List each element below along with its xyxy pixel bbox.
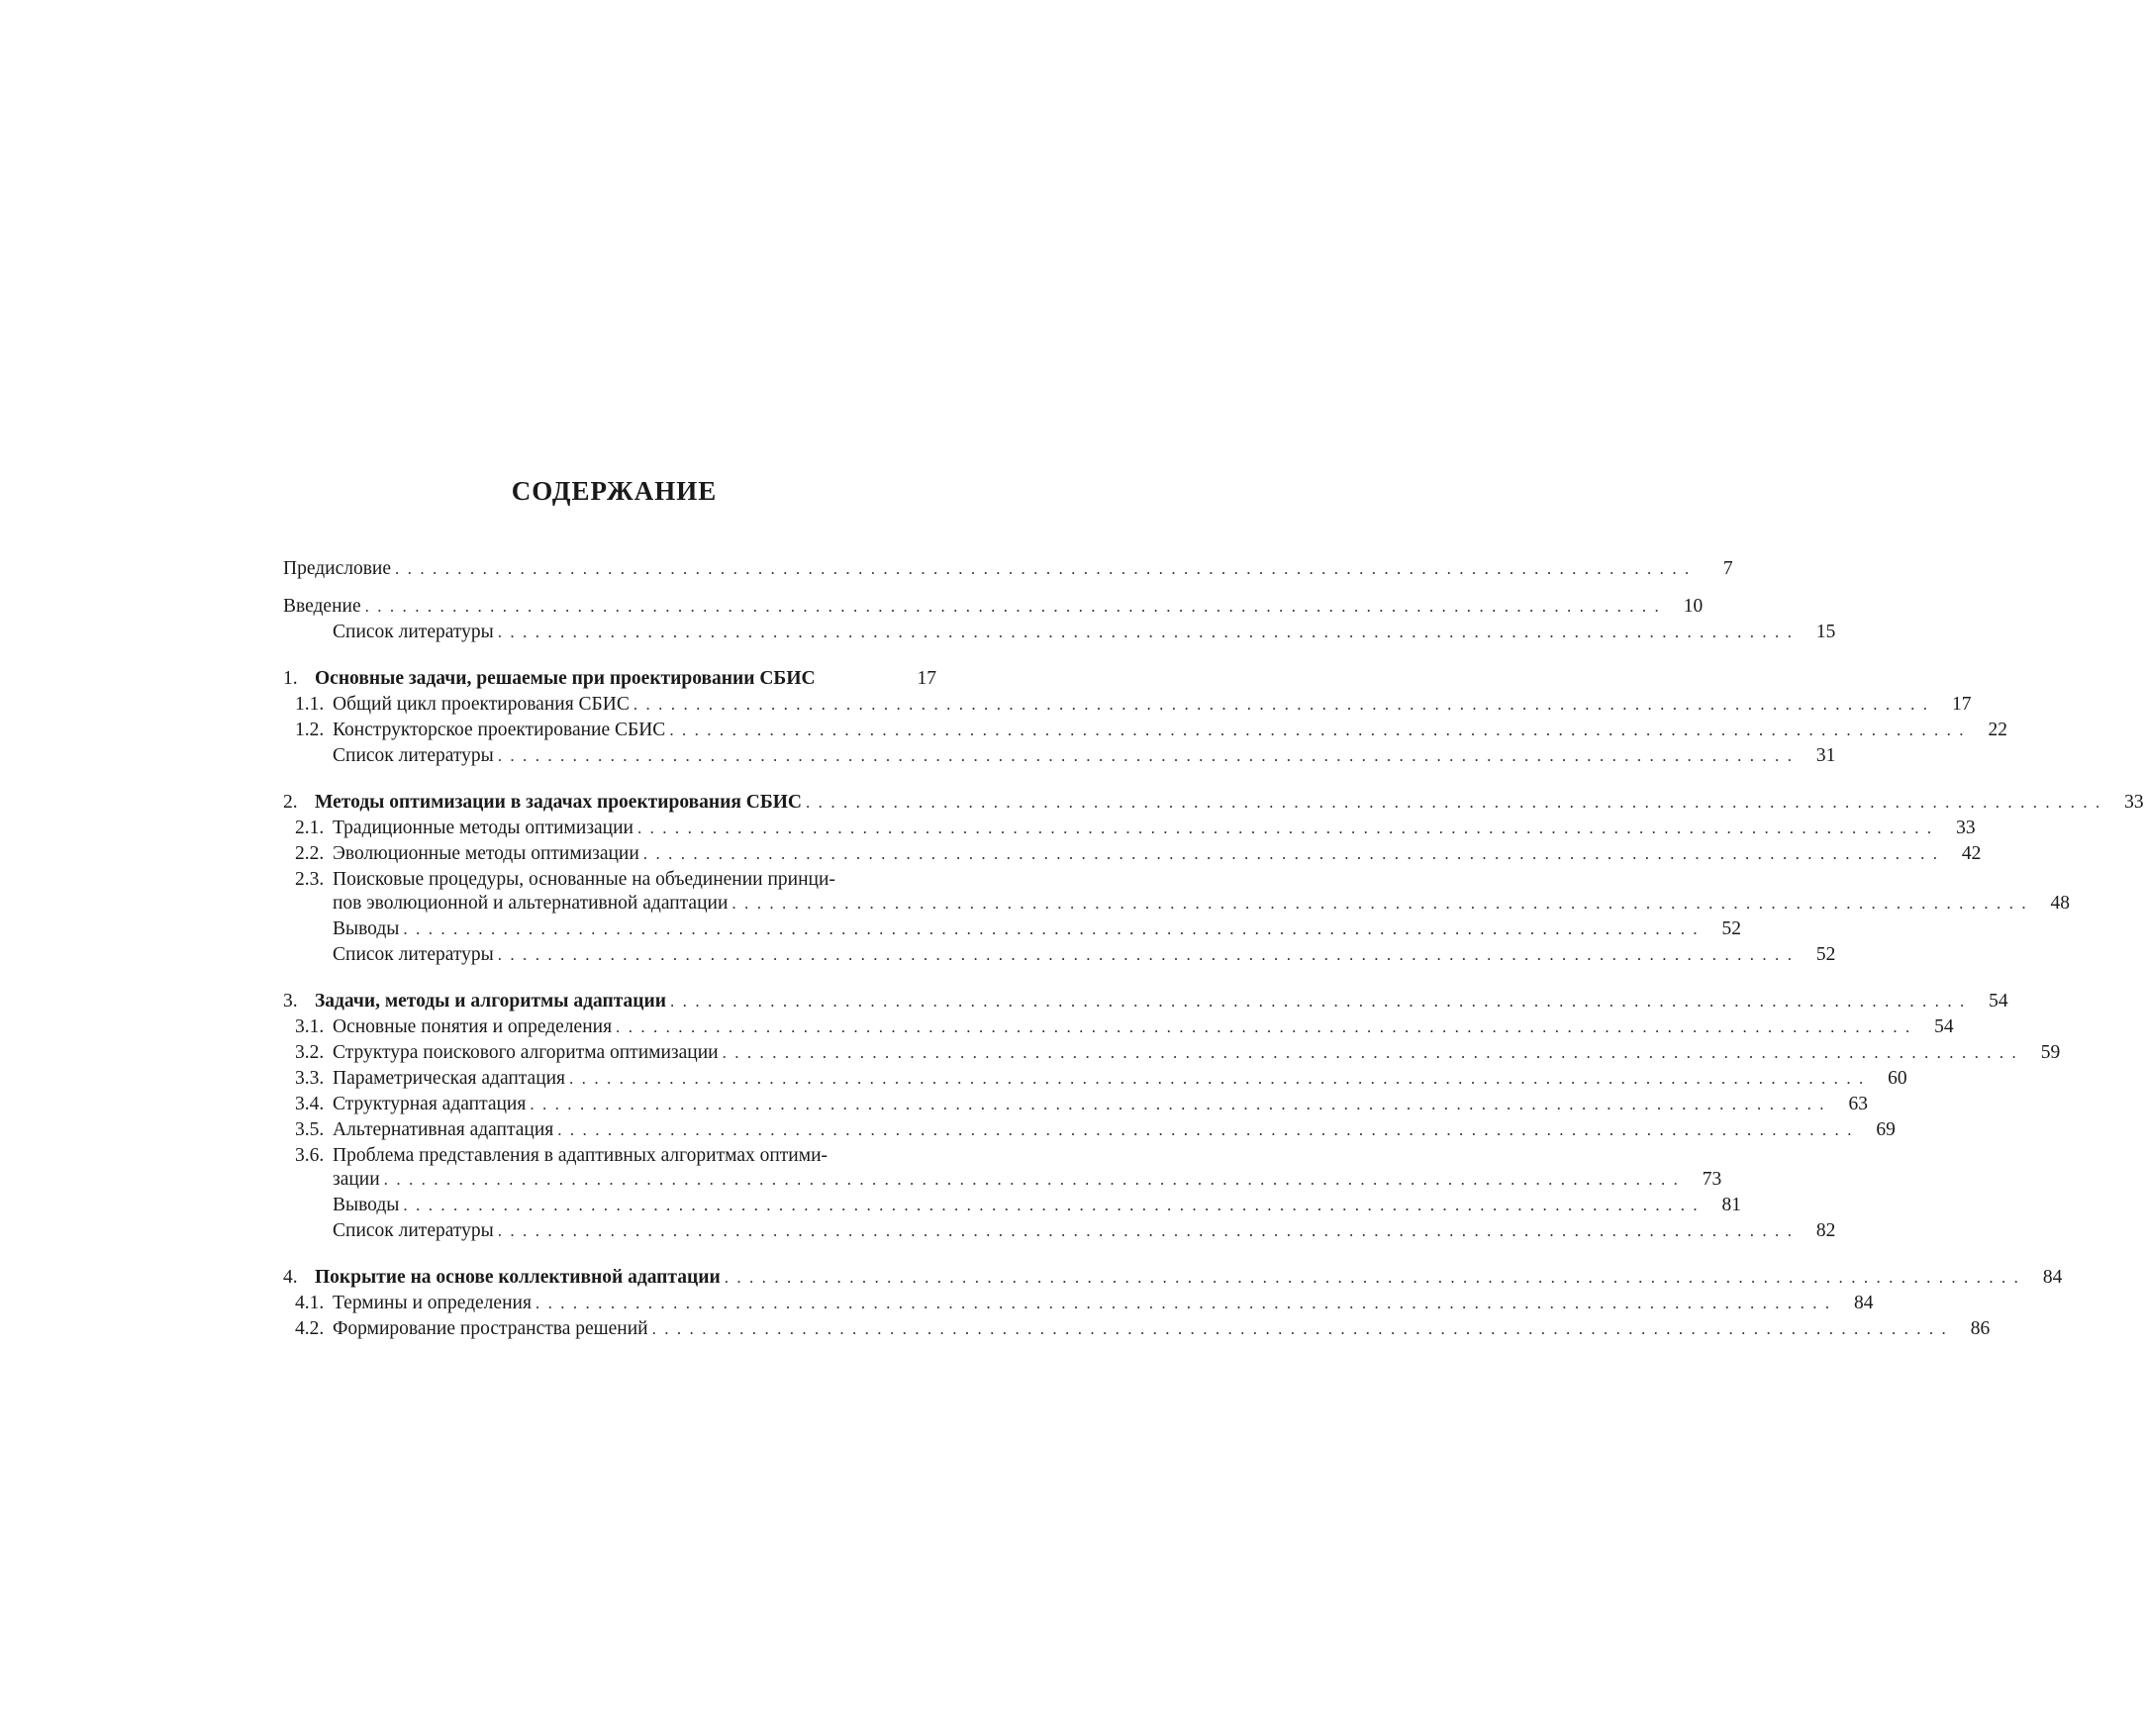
toc-page-number: 17 xyxy=(1951,694,1972,715)
toc-entry-title: Список литературы xyxy=(333,622,494,642)
toc-page-number: 48 xyxy=(2050,893,2070,914)
toc-entry-title: Традиционные методы оптимизации xyxy=(333,818,633,838)
toc-entry-title: Основные понятия и определения xyxy=(333,1016,613,1037)
leader-dots: ........................................................................................................ xyxy=(669,721,1972,739)
toc-section-3-2[interactable] xyxy=(283,1040,2061,1066)
toc-entry-number: 4.1. xyxy=(295,1293,325,1313)
toc-page-number: 81 xyxy=(1721,1195,1742,1215)
toc-page-number: 22 xyxy=(1988,720,2007,740)
leader-dots: ........................................................................................................ xyxy=(569,1069,1872,1088)
toc-entry-number: 4. xyxy=(283,1267,298,1288)
toc-chapter-4[interactable] xyxy=(283,1265,2063,1291)
toc-entry-number: 3.2. xyxy=(295,1042,325,1063)
toc-page-number: 10 xyxy=(1683,596,1704,617)
toc-entry-title: Структура поискового алгоритма оптимизации xyxy=(333,1042,719,1063)
toc-entry-number: 2.2. xyxy=(295,843,325,864)
leader-dots: ........................................................................................................ xyxy=(383,1170,1687,1189)
toc-section-1-2[interactable] xyxy=(283,718,2007,743)
toc-entry-title-line2: пов эволюционной и альтернативной адаптации xyxy=(333,893,729,914)
leader-dots: ........................................................................................................ xyxy=(364,597,1668,616)
leader-dots: ........................................................................................................ xyxy=(530,1095,1832,1113)
toc-entry-title: Структурная адаптация xyxy=(333,1094,527,1114)
toc-entry-number: 2.1. xyxy=(295,818,325,838)
toc-entry-number: 1.2. xyxy=(295,720,325,740)
toc-section-3-5[interactable] xyxy=(283,1117,1896,1143)
toc-entry-ch3-references[interactable] xyxy=(283,1218,1836,1244)
leader-dots: ........................................................................................................ xyxy=(497,623,1801,641)
toc-page-number: 33 xyxy=(2124,792,2144,813)
leader-dots: ........................................................................................................ xyxy=(497,746,1801,765)
toc-section-4-2[interactable] xyxy=(283,1316,1991,1342)
toc-page-number: 15 xyxy=(1815,622,1836,642)
toc-page-number: 84 xyxy=(2042,1267,2063,1288)
toc-entry-title: Эволюционные методы оптимизации xyxy=(333,843,639,864)
toc-entry-title: Введение xyxy=(283,596,361,617)
toc-section-3-3[interactable] xyxy=(283,1066,1907,1092)
toc-entry-number: 3. xyxy=(283,991,298,1012)
toc-page-number: 86 xyxy=(1970,1318,1991,1339)
toc-entry-title: Альтернативная адаптация xyxy=(333,1119,554,1140)
leader-dots: ........................................................................................................ xyxy=(651,1319,1955,1338)
toc-entry-number: 3.6. xyxy=(295,1145,325,1166)
toc-entry-number: 3.5. xyxy=(295,1119,325,1140)
toc-section-1-1[interactable] xyxy=(283,692,1972,718)
toc-entry-title: Список литературы xyxy=(333,1220,494,1241)
leader-dots: ........................................................................................................ xyxy=(731,894,2034,913)
toc-page-number: 84 xyxy=(1854,1293,1874,1313)
toc-entry-title: Список литературы xyxy=(333,944,494,965)
toc-section-4-1[interactable] xyxy=(283,1291,1874,1316)
toc-section-3-1[interactable] xyxy=(283,1014,1954,1040)
leader-dots: ........................................................................................................ xyxy=(403,919,1706,938)
toc-entry-number: 1. xyxy=(283,668,298,689)
toc-page-number: 69 xyxy=(1876,1119,1896,1140)
leader-dots: ........................................................................................................ xyxy=(670,992,1973,1011)
toc-page-number: 52 xyxy=(1815,944,1836,965)
toc-entry-ch2-references[interactable] xyxy=(283,942,1836,968)
leader-dots: ........................................................................................................ xyxy=(403,1196,1706,1214)
toc-page-number: 42 xyxy=(1961,843,1982,864)
toc-section-2-2[interactable] xyxy=(283,841,1982,867)
toc-page-number: 17 xyxy=(917,668,936,689)
toc-chapter-3[interactable] xyxy=(283,989,2008,1014)
toc-entry-number: 3.4. xyxy=(295,1094,325,1114)
toc-entry-title: Формирование пространства решений xyxy=(333,1318,648,1339)
leader-dots: ........................................................................................................ xyxy=(806,793,2108,812)
leader-dots: ........................................................................................................ xyxy=(535,1294,1838,1312)
toc-entry-title: Выводы xyxy=(333,1195,400,1215)
toc-entry-number: 3.3. xyxy=(295,1068,325,1089)
toc-section-3-6[interactable] xyxy=(283,1143,1722,1193)
toc-entry-ch2-conclusions[interactable] xyxy=(283,916,1742,942)
leader-dots: ........................................................................................................ xyxy=(633,695,1936,714)
page-title: СОДЕРЖАНИЕ xyxy=(511,476,718,506)
toc-entry-number: 1.1. xyxy=(295,694,325,715)
toc-page-number: 60 xyxy=(1888,1068,1907,1089)
toc-page-number: 73 xyxy=(1702,1169,1722,1190)
leader-dots: ........................................................................................................ xyxy=(724,1268,2027,1287)
toc-entry-title: Конструкторское проектирование СБИС xyxy=(333,720,666,740)
toc-page-number: 59 xyxy=(2040,1042,2061,1063)
toc-page-number: 63 xyxy=(1848,1094,1868,1114)
toc-page-number: 52 xyxy=(1721,918,1742,939)
toc-entry-title: Основные задачи, решаемые при проектировании СБИС xyxy=(315,668,816,689)
toc-entry-ch3-conclusions[interactable] xyxy=(283,1193,1742,1218)
toc-entry-title: Список литературы xyxy=(333,745,494,766)
leader-dots: ........................................................................................................ xyxy=(395,559,1698,578)
toc-page-number: 54 xyxy=(1934,1016,1954,1037)
toc-section-2-3[interactable] xyxy=(283,867,2070,916)
leader-dots: ........................................................................................................ xyxy=(636,819,1940,837)
leader-dots: ........................................................................................................ xyxy=(722,1043,2025,1062)
toc-page-number: 82 xyxy=(1815,1220,1836,1241)
toc-entry-intro-references[interactable] xyxy=(283,620,1836,645)
toc-entry-introduction[interactable] xyxy=(283,594,1704,620)
leader-dots: ........................................................................................................ xyxy=(557,1120,1860,1139)
toc-page-number: 31 xyxy=(1815,745,1836,766)
toc-entry-title: Выводы xyxy=(333,918,400,939)
leader-dots: ........................................................................................................ xyxy=(497,945,1801,964)
toc-entry-number: 2. xyxy=(283,792,298,813)
leader-dots: ........................................................................................................ xyxy=(642,844,1946,863)
toc-entry-title: Предисловие xyxy=(283,558,392,579)
toc-entry-number: 4.2. xyxy=(295,1318,325,1339)
toc-entry-preface[interactable] xyxy=(283,556,1733,582)
toc-entry-title-line1: Проблема представления в адаптивных алгоритмах оптими- xyxy=(333,1145,828,1166)
toc-entry-title-line2: зации xyxy=(333,1169,380,1190)
toc-section-3-4[interactable] xyxy=(283,1092,1868,1117)
toc-entry-title: Методы оптимизации в задачах проектирования СБИС xyxy=(315,792,803,813)
toc-entry-number: 2.3. xyxy=(295,869,325,890)
toc-entry-number: 3.1. xyxy=(295,1016,325,1037)
toc-entry-title: Общий цикл проектирования СБИС xyxy=(333,694,630,715)
toc-entry-title: Задачи, методы и алгоритмы адаптации xyxy=(315,991,667,1012)
leader-dots: ........................................................................................................ xyxy=(497,1221,1801,1240)
toc-chapter-1[interactable] xyxy=(283,666,936,692)
toc-page-number: 7 xyxy=(1722,558,1733,579)
toc-entry-ch1-references[interactable] xyxy=(283,743,1836,769)
leader-dots: ........................................................................................................ xyxy=(616,1017,1918,1036)
toc-chapter-2[interactable] xyxy=(283,790,2144,816)
toc-entry-title-line1: Поисковые процедуры, основанные на объединении принци- xyxy=(333,869,835,890)
toc-section-2-1[interactable] xyxy=(283,816,1976,841)
toc-entry-title: Покрытие на основе коллективной адаптации xyxy=(315,1267,721,1288)
toc-page-number: 54 xyxy=(1989,991,2008,1012)
toc-entry-title: Параметрическая адаптация xyxy=(333,1068,566,1089)
toc-page-number: 33 xyxy=(1956,818,1976,838)
toc-entry-title: Термины и определения xyxy=(333,1293,532,1313)
